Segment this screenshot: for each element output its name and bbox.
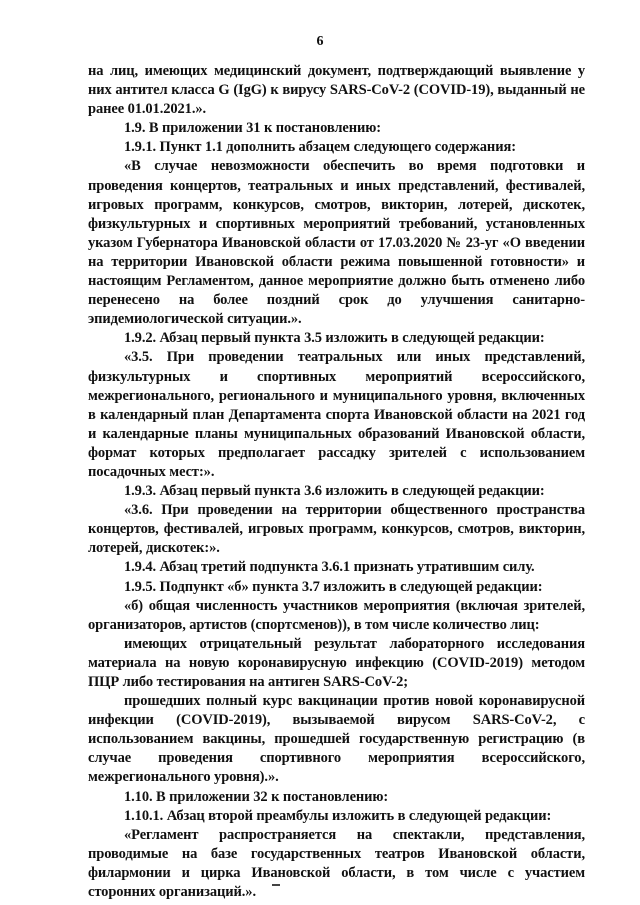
paragraph: «б) общая численность участников мероприятия (включая зрителей, организаторов, артистов (спортсменов)), в том числе количество лиц: <box>88 597 585 633</box>
paragraph: «Регламент распространяется на спектакли, представления, проводимые на базе государственных театров Ивановской области, филармонии и цирка Ивановской области, в том числе с участием сторонних организаций.». <box>88 826 585 901</box>
paragraph: на лиц, имеющих медицинский документ, подтверждающий выявление у них антител класса G (IgG) к вирусу SARS-CoV-2 (COVID-19), выданный не ранее 01.01.2021.». <box>88 63 585 118</box>
paragraph: «В случае невозможности обеспечить во время подготовки и проведения концертов, театральных и иных представлений, фестивалей, игровых программ, конкурсов, смотров, викторин, лотерей, дискотек, физкультурных и спортивных мероприятий требований, установленных указом Губернатора Ивановской области от 17.03.2020 № 23-уг «О введении на территории Ивановской области режима повышенной готовности» и настоящим Регламентом, данное мероприятие должно быть отменено либо перенесено на более поздний срок до улучшения санитарно-эпидемиологической ситуации.». <box>88 158 585 328</box>
paragraph: 1.9.5. Подпункт «б» пункта 3.7 изложить в следующей редакции: <box>124 578 543 595</box>
paragraph: имеющих отрицательный результат лабораторного исследования материала на новую коронавирусную инфекцию (COVID-2019) методом ПЦР либо тестирования на антиген SARS-CoV-2; <box>88 635 585 690</box>
paragraph: 1.9. В приложении 31 к постановлению: <box>124 120 381 137</box>
paragraph: 1.10.1. Абзац второй преамбулы изложить в следующей редакции: <box>124 807 552 824</box>
document-body <box>88 62 585 902</box>
paragraph: 1.9.1. Пункт 1.1 дополнить абзацем следующего содержания: <box>124 139 516 156</box>
page-number: 6 <box>316 34 324 49</box>
paragraph: 1.9.4. Абзац третий подпункта 3.6.1 признать утратившим силу. <box>124 559 535 576</box>
paragraph: 1.9.2. Абзац первый пункта 3.5 изложить в следующей редакции: <box>124 330 545 347</box>
paragraph: прошедших полный курс вакцинации против новой коронавирусной инфекции (COVID-2019), вызываемой вирусом SARS-CoV-2, с использованием вакцины, прошедшей государственную регистрацию (в случае проведения спортивного мероприятия всероссийского, межрегионального уровня).». <box>88 693 585 786</box>
scan-mark <box>272 884 280 886</box>
paragraph: «3.6. При проведении на территории общественного пространства концертов, фестивалей, игровых программ, конкурсов, смотров, викторин, лотерей, дискотек:». <box>88 502 585 557</box>
paragraph: 1.9.3. Абзац первый пункта 3.6 изложить в следующей редакции: <box>124 483 545 500</box>
paragraph: 1.10. В приложении 32 к постановлению: <box>124 788 389 805</box>
paragraph: «3.5. При проведении театральных или иных представлений, физкультурных и спортивных мероприятий всероссийского, межрегионального, регионального и муниципального уровня, включенных в календарный план Департамента спорта Ивановской области на 2021 год и календарные планы муниципальных образований Ивановской области, формат которых предполагает рассадку зрителей с использованием посадочных мест:». <box>88 349 585 480</box>
